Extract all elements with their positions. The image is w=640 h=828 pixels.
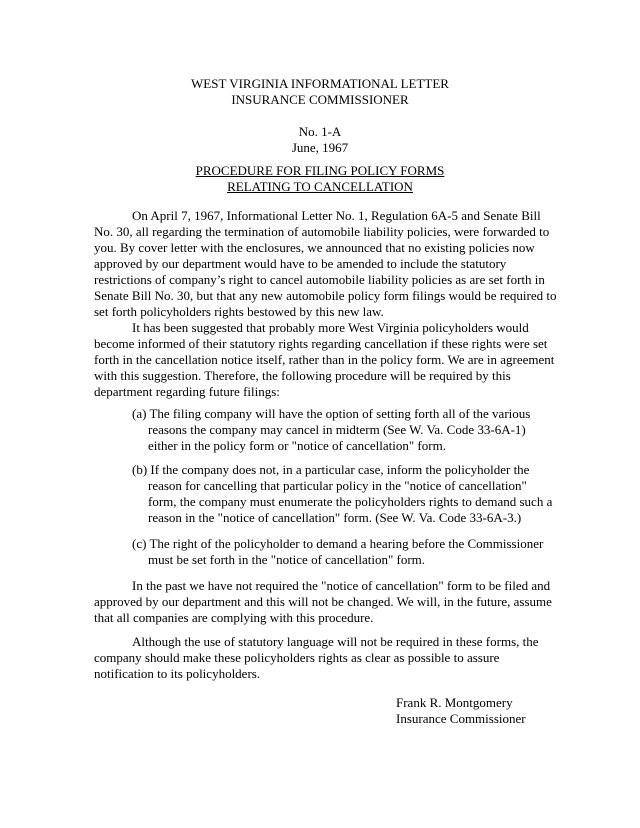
letter-number: No. 1-A bbox=[298, 124, 342, 139]
item-line: either in the policy form or "notice of cancellation" form. bbox=[148, 438, 446, 453]
subject-line-2: RELATING TO CANCELLATION bbox=[227, 179, 413, 194]
paragraph-1 bbox=[94, 208, 557, 320]
item-line: must be set forth in the "notice of cancellation" form. bbox=[148, 552, 426, 567]
item-line: form, the company must enumerate the policyholders rights to demand such a bbox=[148, 494, 553, 509]
paragraph-2 bbox=[94, 320, 554, 400]
letter-date: June, 1967 bbox=[291, 140, 349, 155]
subject-line-1: PROCEDURE FOR FILING POLICY FORMS bbox=[195, 163, 445, 178]
paragraph-line: Although the use of statutory language will not be required in these forms, the bbox=[132, 634, 539, 649]
paragraph-line: with this suggestion. Therefore, the following procedure will be required by this bbox=[94, 368, 511, 383]
list-item-a bbox=[132, 406, 552, 454]
item-line: (b) If the company does not, in a particular case, inform the policyholder the bbox=[132, 462, 530, 477]
paragraph-line: restrictions of company’s right to cancel automobile liability policies as are set forth in bbox=[94, 272, 545, 287]
letter-heading bbox=[0, 76, 640, 108]
paragraph-line: notification to its policyholders. bbox=[94, 666, 261, 681]
item-line: reasons the company may cancel in midterm (See W. Va. Code 33-6A-1) bbox=[148, 422, 526, 437]
letter-number-block bbox=[0, 124, 640, 156]
paragraph-line: On April 7, 1967, Informational Letter No. 1, Regulation 6A-5 and Senate Bill bbox=[132, 208, 541, 223]
paragraph-4 bbox=[94, 634, 554, 682]
signature-block bbox=[396, 695, 616, 727]
item-line: reason for cancelling that particular policy in the "notice of cancellation" bbox=[148, 478, 527, 493]
paragraph-line: department regarding future filings: bbox=[94, 384, 280, 399]
paragraph-line: Senate Bill No. 30, but that any new automobile policy form filings would be required to bbox=[94, 288, 557, 303]
paragraph-line: approved by our department and this will not be changed. We will, in the future, assume bbox=[94, 594, 552, 609]
item-line: reason in the "notice of cancellation" form. (See W. Va. Code 33-6A-3.) bbox=[148, 510, 522, 525]
paragraph-line: you. By cover letter with the enclosures, we announced that no existing policies now bbox=[94, 240, 535, 255]
paragraph-line: become informed of their statutory rights regarding cancellation if these rights were set bbox=[94, 336, 548, 351]
paragraph-line: company should make these policyholders rights as clear as possible to assure bbox=[94, 650, 500, 665]
list-item-c bbox=[132, 536, 552, 568]
paragraph-line: It has been suggested that probably more West Virginia policyholders would bbox=[132, 320, 529, 335]
paragraph-line: forth in the cancellation notice itself, rather than in the policy form. We are in agreement bbox=[94, 352, 555, 367]
signature-title: Insurance Commissioner bbox=[396, 711, 526, 726]
paragraph-line: set forth policyholders rights bestowed by this new law. bbox=[94, 304, 384, 319]
paragraph-line: No. 30, all regarding the termination of automobile liability policies, were forwarded to bbox=[94, 224, 550, 239]
paragraph-line: In the past we have not required the "notice of cancellation" form to be filed and bbox=[132, 578, 551, 593]
signature-name: Frank R. Montgomery bbox=[396, 695, 513, 710]
paragraph-3 bbox=[94, 578, 554, 626]
heading-line-1: WEST VIRGINIA INFORMATIONAL LETTER bbox=[191, 76, 449, 91]
letter-subject bbox=[0, 163, 640, 195]
item-line: (c) The right of the policyholder to demand a hearing before the Commissioner bbox=[132, 536, 544, 551]
list-item-b bbox=[132, 462, 552, 526]
heading-line-2: INSURANCE COMMISSIONER bbox=[231, 92, 409, 107]
paragraph-line: approved by our department would have to be amended to include the statutory bbox=[94, 256, 507, 271]
item-line: (a) The filing company will have the option of setting forth all of the various bbox=[132, 406, 531, 421]
paragraph-line: that all companies are complying with this procedure. bbox=[94, 610, 374, 625]
